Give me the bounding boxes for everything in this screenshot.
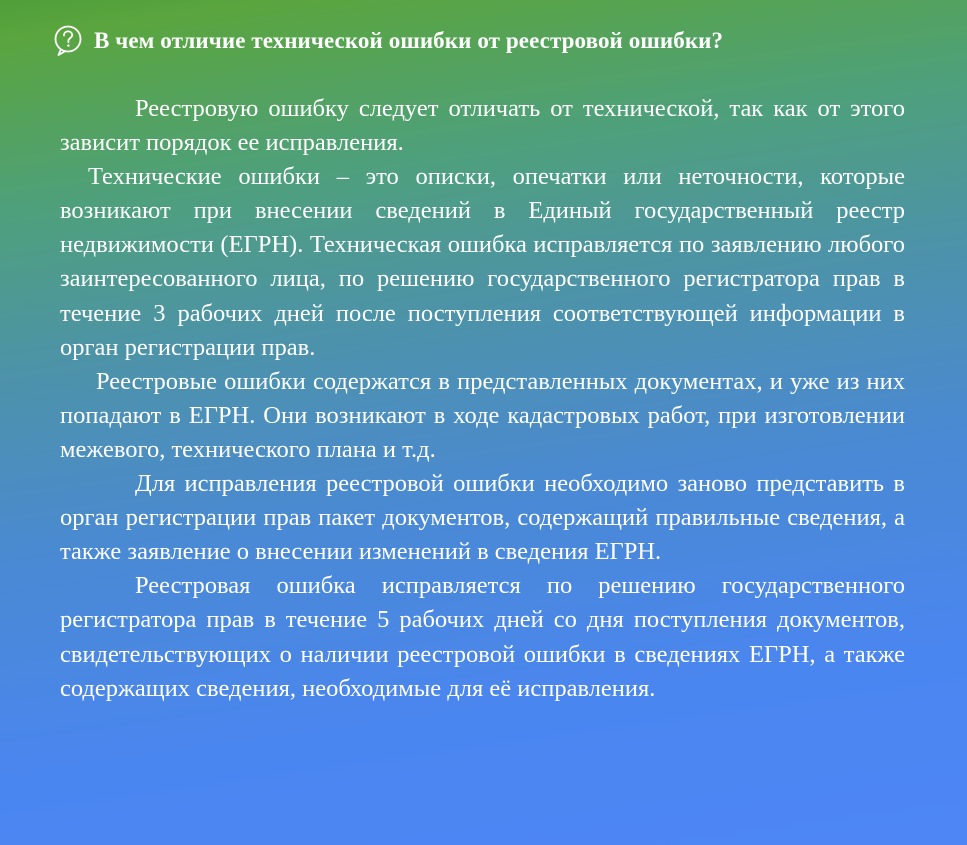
paragraph-correction-procedure: Для исправления реестровой ошибки необходимо заново представить в орган регистрации прав пакет документов, содержащий правильные сведения, а также заявление о внесении изменений в сведения ЕГРН. xyxy=(60,470,905,566)
article-body xyxy=(60,92,905,706)
paragraph-correction-deadline: Реестровая ошибка исправляется по решению государственного регистратора прав в течение 5 рабочих дней со дня поступления документов, свидетельствующих о наличии реестровой ошибки в сведениях ЕГРН, а также содержащих сведения, необходимые для её исправления. xyxy=(60,572,905,702)
question-title: В чем отличие технической ошибки от реестровой ошибки? xyxy=(94,28,724,53)
paragraph-technical-errors: Технические ошибки – это описки, опечатки или неточности, которые возникают при внесении сведений в Единый государственный реестр недвижимости (ЕГРН). Техническая ошибка исправляется по заявлению любого заинтересованного лица, по решению государственного регистратора прав в течение 3 рабочих дней после поступления соответствующей информации в орган регистрации прав. xyxy=(60,163,905,361)
paragraph-intro: Реестровую ошибку следует отличать от технической, так как от этого зависит порядок ее исправления. xyxy=(60,95,905,157)
paragraph-registry-errors: Реестровые ошибки содержатся в представленных документах, и уже из них попадают в ЕГРН. Они возникают в ходе кадастровых работ, при изготовлении межевого, технического плана и т.д. xyxy=(60,367,905,463)
question-bubble-icon xyxy=(52,24,86,58)
question-header xyxy=(52,24,723,58)
